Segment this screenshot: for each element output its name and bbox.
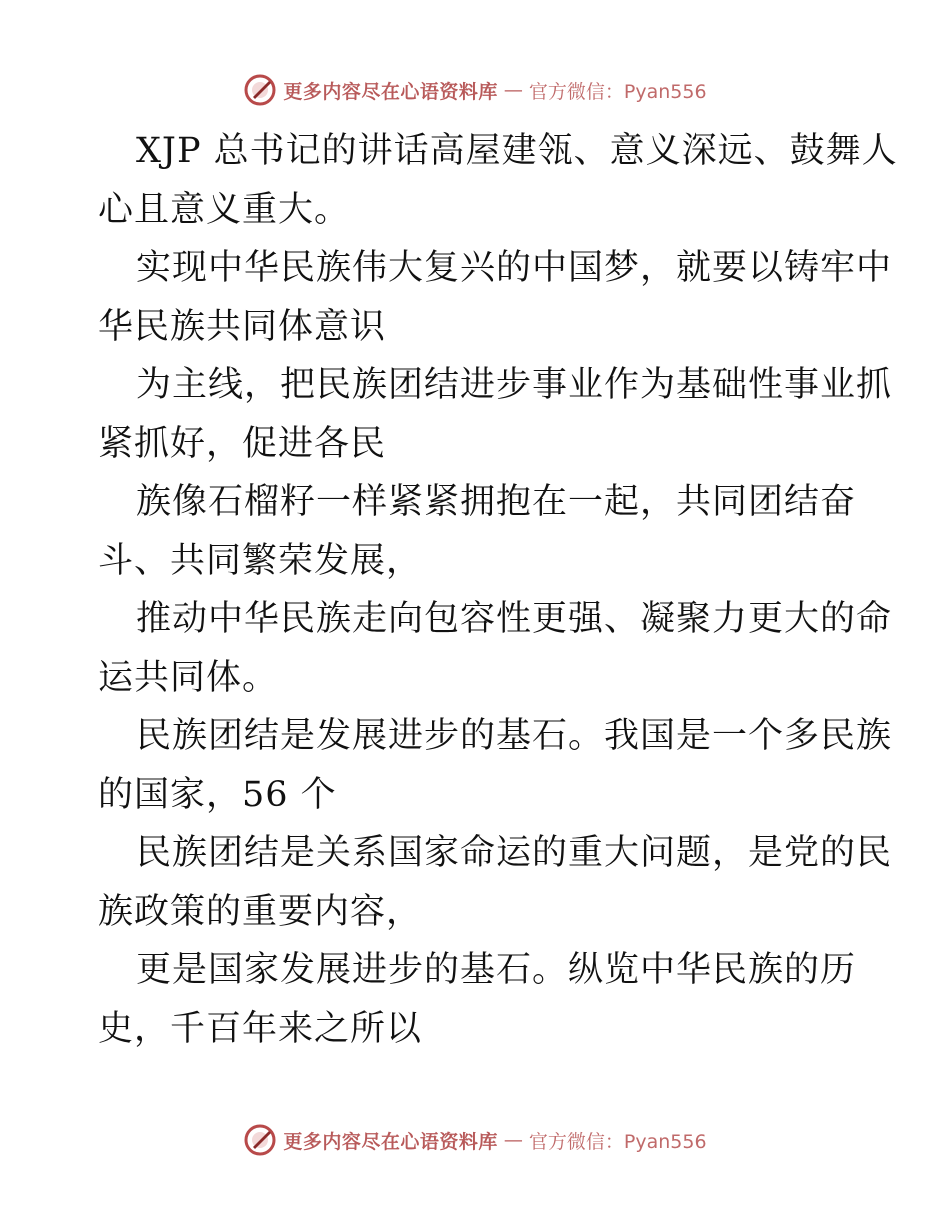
paragraph-line: 为主线，把民族团结进步事业作为基础性事业抓 xyxy=(136,365,893,405)
paragraph-line: 华民族共同体意识 xyxy=(98,306,387,347)
paragraph-line: 族像石榴籽一样紧紧拥抱在一起，共同团结奋 xyxy=(136,482,857,522)
paragraph xyxy=(98,590,893,707)
paragraph xyxy=(98,941,858,1058)
paragraph-line: 运共同体。 xyxy=(98,657,279,698)
paragraph-line: 更是国家发展进步的基石。纵览中华民族的历 xyxy=(136,950,857,990)
watermark-text: 更多内容尽在心语资料库 xyxy=(283,80,498,103)
watermark-text: 更多内容尽在心语资料库 xyxy=(283,1130,498,1153)
paragraph xyxy=(98,122,898,239)
paragraph-line: 民族团结是关系国家命运的重大问题，是党的民 xyxy=(136,833,893,873)
watermark-contact: 官方微信：Pyan556 xyxy=(528,1130,707,1153)
paragraph xyxy=(98,707,893,824)
watermark-separator: — xyxy=(503,79,523,101)
footer-watermark xyxy=(0,1120,950,1160)
paragraph-line: 心且意义重大。 xyxy=(98,189,351,230)
paragraph xyxy=(98,356,893,473)
paragraph-line: 民族团结是发展进步的基石。我国是一个多民族 xyxy=(136,716,893,756)
paragraph xyxy=(98,473,858,590)
paragraph-line: 紧抓好，促进各民 xyxy=(98,423,387,464)
watermark-separator: — xyxy=(503,1129,523,1151)
paragraph-line: 斗、共同繁荣发展， xyxy=(98,540,423,581)
logo-icon xyxy=(243,1123,277,1157)
watermark-contact: 官方微信：Pyan556 xyxy=(528,80,707,103)
logo-icon xyxy=(243,73,277,107)
paragraph xyxy=(98,824,893,941)
paragraph xyxy=(98,239,893,356)
header-watermark xyxy=(0,70,950,110)
paragraph-line: 实现中华民族伟大复兴的中国梦，就要以铸牢中 xyxy=(136,248,893,288)
paragraph-line: 族政策的重要内容， xyxy=(98,891,423,932)
paragraph-line: 推动中华民族走向包容性更强、凝聚力更大的命 xyxy=(136,599,893,639)
paragraph-line: XJP 总书记的讲话高屋建瓴、意义深远、鼓舞人 xyxy=(136,131,898,171)
paragraph-line: 史，千百年来之所以 xyxy=(98,1008,423,1049)
document-body xyxy=(98,122,898,1058)
paragraph-line: 的国家，56 个 xyxy=(98,774,337,815)
